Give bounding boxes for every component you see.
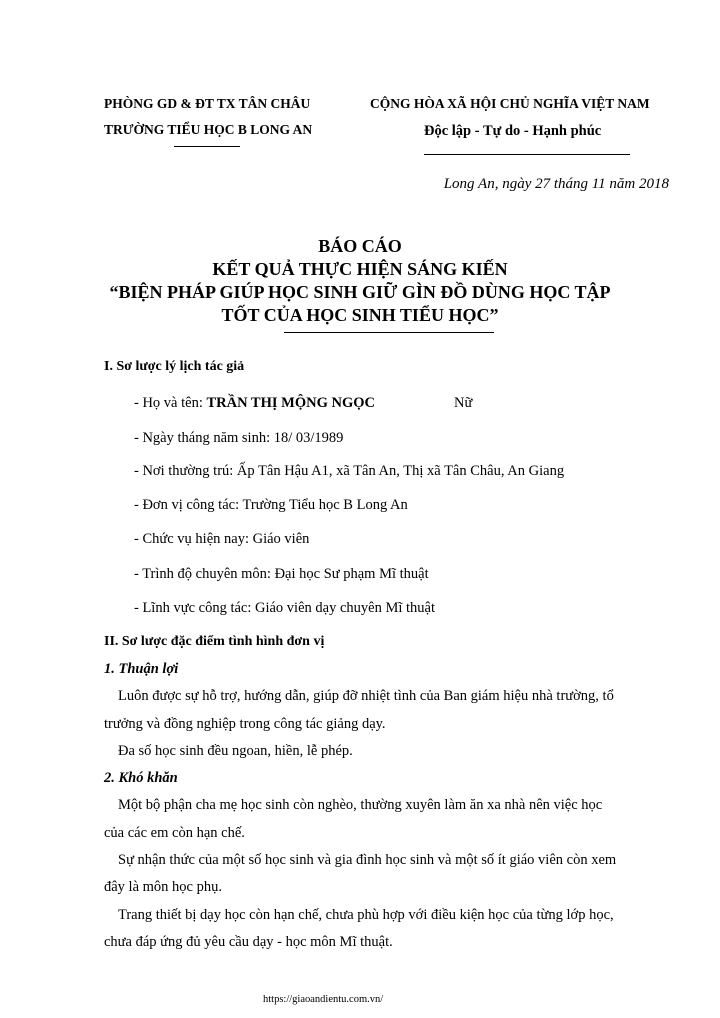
author-name-value: TRẦN THỊ MỘNG NGỌC [206,395,375,411]
paragraph-3-line-1: Một bộ phận cha mẹ học sinh còn nghèo, thường xuyên làm ăn xa nhà nên việc học [118,797,603,813]
paragraph-3-line-2: của các em còn hạn chế. [104,825,245,841]
info-item-birth-date: - Ngày tháng năm sinh: 18/ 03/1989 [134,430,344,446]
paragraph-1-line-2: trưởng và đồng nghiệp trong công tác giảng dạy. [104,716,386,732]
title-line-3: “BIỆN PHÁP GIÚP HỌC SINH GIỮ GÌN ĐỒ DÙNG HỌC TẬP [109,282,611,302]
title-line-1: BÁO CÁO [318,236,402,256]
paragraph-2: Đa số học sinh đều ngoan, hiền, lễ phép. [118,743,353,759]
subheading-advantages: 1. Thuận lợi [104,661,179,677]
paragraph-4-line-2: đây là môn học phụ. [104,879,222,895]
info-item-workplace: - Đơn vị công tác: Trường Tiểu học B Long An [134,497,408,513]
info-item-field: - Lĩnh vực công tác: Giáo viên dạy chuyên Mĩ thuật [134,600,435,616]
paragraph-4-line-1: Sự nhận thức của một số học sinh và gia đình học sinh và một số ít giáo viên còn xem [118,852,617,868]
author-name-label: - Họ và tên: [134,395,207,411]
section-2-heading: II. Sơ lược đặc điểm tình hình đơn vị [104,634,325,649]
department-name: PHÒNG GD & ĐT TX TÂN CHÂU [104,96,311,111]
title-line-2: KẾT QUẢ THỰC HIỆN SÁNG KIẾN [212,259,508,279]
paragraph-5-line-2: chưa đáp ứng đủ yêu cầu dạy - học môn Mĩ thuật. [104,934,393,950]
info-item-residence: - Nơi thường trú: Ấp Tân Hậu A1, xã Tân An, Thị xã Tân Châu, An Giang [134,463,565,479]
report-date: Long An, ngày 27 tháng 11 năm 2018 [443,176,669,192]
title-line-4: TỐT CỦA HỌC SINH TIỂU HỌC” [221,305,499,325]
motto-underline [424,154,630,155]
national-motto: Độc lập - Tự do - Hạnh phúc [424,123,602,139]
author-gender: Nữ [454,395,473,411]
school-underline [174,146,240,147]
info-item-qualification: - Trình độ chuyên môn: Đại học Sư phạm Mĩ thuật [134,566,429,582]
author-name-row [134,395,375,412]
title-underline [284,332,494,333]
subheading-difficulties: 2. Khó khăn [104,770,178,786]
paragraph-1-line-1: Luôn được sự hỗ trợ, hướng dẫn, giúp đỡ nhiệt tình của Ban giám hiệu nhà trường, tổ [118,688,614,704]
paragraph-5-line-1: Trang thiết bị dạy học còn hạn chế, chưa phù hợp với điều kiện học của từng lớp học, [118,907,614,923]
info-item-position: - Chức vụ hiện nay: Giáo viên [134,531,310,547]
school-name: TRƯỜNG TIỂU HỌC B LONG AN [104,122,313,137]
footer-url: https://giaoandientu.com.vn/ [263,994,384,1005]
section-1-heading: I. Sơ lược lý lịch tác giả [104,359,245,374]
nation-name: CỘNG HÒA XÃ HỘI CHỦ NGHĨA VIỆT NAM [370,96,650,111]
